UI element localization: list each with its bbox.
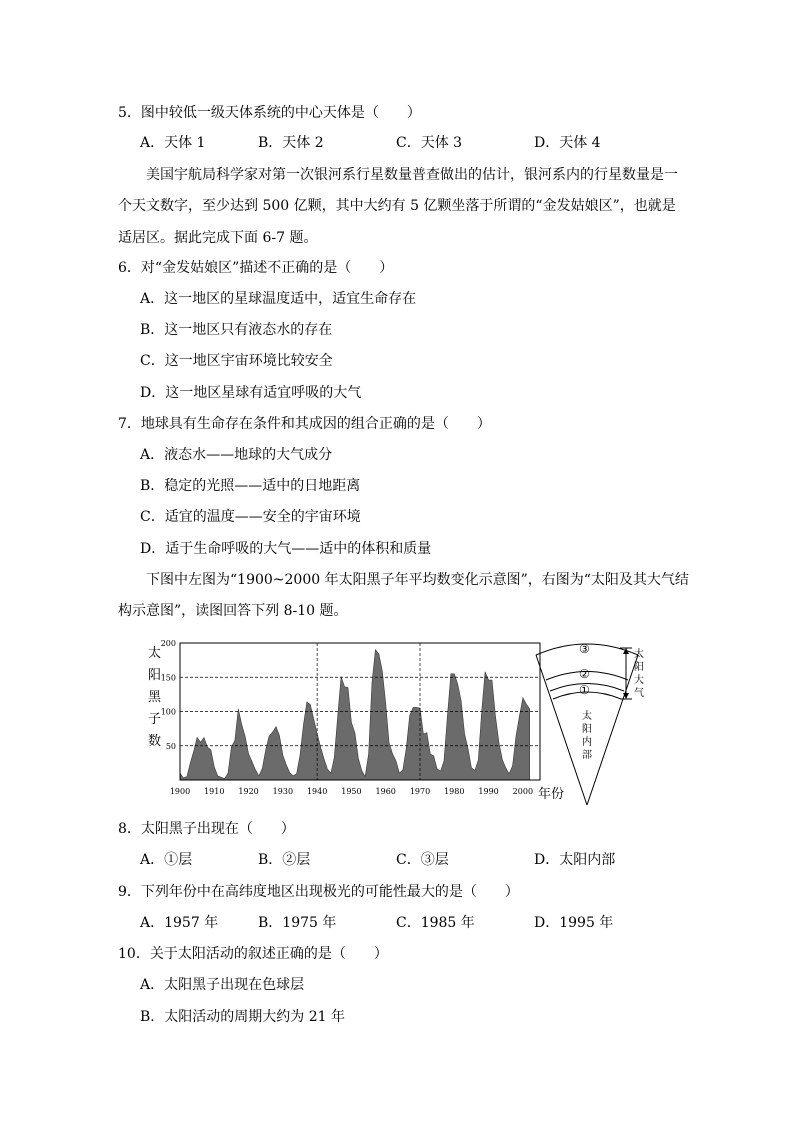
- y-tick-label: 200: [160, 639, 176, 648]
- layer-2-label: ②: [579, 667, 590, 681]
- y-tick-label: 100: [160, 707, 176, 717]
- q7-option-d: D．适于生命呼吸的大气——适中的体积和质量: [140, 541, 432, 557]
- x-tick-label: 1950: [341, 787, 362, 796]
- ylabel-char: 子: [148, 712, 162, 727]
- q6-option-d: D．这一地区星球有适宜呼吸的大气: [140, 385, 362, 401]
- question-5-stem: 5．图中较低一级天体系统的中心天体是（ ）: [118, 105, 421, 121]
- question-8-stem: 8．太阳黑子出现在（ ）: [118, 821, 295, 837]
- q8-option-c: C．③层: [396, 852, 449, 868]
- ylabel-char: 太: [148, 646, 162, 661]
- atmosphere-label: [634, 647, 644, 699]
- sun-structure-diagram: [530, 635, 665, 810]
- atm-char-4: 气: [634, 688, 644, 699]
- q8-option-b: B．②层: [258, 852, 311, 868]
- q7-option-a: A．液态水——地球的大气成分: [140, 447, 333, 463]
- y-tick-label: 150: [160, 673, 176, 683]
- passage-1-line-3: 适居区。据此完成下面 6-7 题。: [118, 230, 318, 246]
- q6-option-a: A．这一地区的星球温度适中，适宜生命存在: [140, 291, 417, 307]
- x-tick-label: 1900: [169, 787, 191, 796]
- atm-char-3: 大: [634, 675, 644, 686]
- chart-xlabel: 年份: [538, 787, 565, 802]
- chart-ylabel: [148, 645, 162, 749]
- int-char-3: 内: [582, 737, 592, 748]
- q9-option-a: A．1957 年: [140, 915, 219, 931]
- x-tick-label: 1920: [238, 787, 259, 796]
- q6-option-c: C．这一地区宇宙环境比较安全: [140, 353, 333, 369]
- q5-option-d: D．天体 4: [534, 135, 601, 151]
- int-char-2: 阳: [582, 724, 592, 735]
- q9-option-d: D．1995 年: [534, 915, 614, 931]
- q7-option-b: B．稳定的光照——适中的日地距离: [140, 478, 361, 494]
- q5-option-c: C．天体 3: [396, 135, 463, 151]
- x-tick-label: 2000: [512, 787, 534, 796]
- q5-option-b: B．天体 2: [258, 135, 324, 151]
- ylabel-char: 黑: [148, 690, 162, 705]
- q8-option-a: A．①层: [140, 852, 193, 868]
- x-tick-label: 1940: [306, 787, 328, 796]
- x-tick-label: 1970: [409, 787, 431, 796]
- x-tick-label: 1990: [478, 787, 499, 796]
- x-tick-label: 1910: [204, 787, 225, 796]
- sun-right-edge: [587, 655, 638, 805]
- question-6-stem: 6．对“金发姑娘区”描述不正确的是（ ）: [118, 260, 394, 276]
- sunspot-area-series: [180, 650, 530, 780]
- x-tick-label: 1930: [272, 787, 294, 796]
- passage-1-line-1: 美国宇航局科学家对第一次银河系行星数量普查做出的估计，银河系内的行星数量是一: [146, 167, 678, 183]
- atm-char-2: 阳: [634, 662, 644, 673]
- passage-2-line-1: 下图中左图为“1900~2000 年太阳黑子年平均数变化示意图”，右图为“太阳及其大气结: [146, 572, 689, 588]
- layer-3-label: ③: [579, 642, 590, 656]
- q9-option-c: C．1985 年: [396, 915, 475, 931]
- q7-option-c: C．适宜的温度——安全的宇宙环境: [140, 509, 361, 525]
- q8-option-d: D．太阳内部: [534, 852, 616, 868]
- int-char-4: 部: [582, 750, 592, 761]
- q6-option-b: B．这一地区只有液态水的存在: [140, 322, 333, 338]
- question-9-stem: 9．下列年份中在高纬度地区出现极光的可能性最大的是（ ）: [118, 884, 519, 900]
- question-7-stem: 7．地球具有生命存在条件和其成因的组合正确的是（ ）: [118, 416, 491, 432]
- ylabel-char: 阳: [148, 668, 162, 683]
- int-char-1: 太: [582, 711, 592, 722]
- y-tick-label: 50: [165, 741, 176, 751]
- question-10-stem: 10．关于太阳活动的叙述正确的是（ ）: [118, 946, 388, 962]
- ylabel-char-1: [148, 645, 162, 749]
- q5-option-a: A．天体 1: [140, 135, 206, 151]
- x-tick-label: 1980: [444, 787, 465, 796]
- q9-option-b: B．1975 年: [258, 915, 337, 931]
- atm-char-1: 太: [634, 649, 644, 660]
- q10-option-b: B．太阳活动的周期大约为 21 年: [140, 1009, 346, 1025]
- passage-1-line-2: 个天文数字，至少达到 500 亿颗，其中大约有 5 亿颗坐落于所谓的“金发姑娘区”，也就是: [118, 198, 676, 214]
- passage-2-line-2: 构示意图”，读图回答下列 8-10 题。: [118, 603, 348, 619]
- x-tick-label: 1960: [375, 787, 396, 796]
- layer-1-label: ①: [579, 683, 590, 697]
- ylabel-char: 数: [148, 734, 162, 749]
- interior-label: [582, 709, 592, 761]
- q10-option-a: A．太阳黑子出现在色球层: [140, 977, 305, 993]
